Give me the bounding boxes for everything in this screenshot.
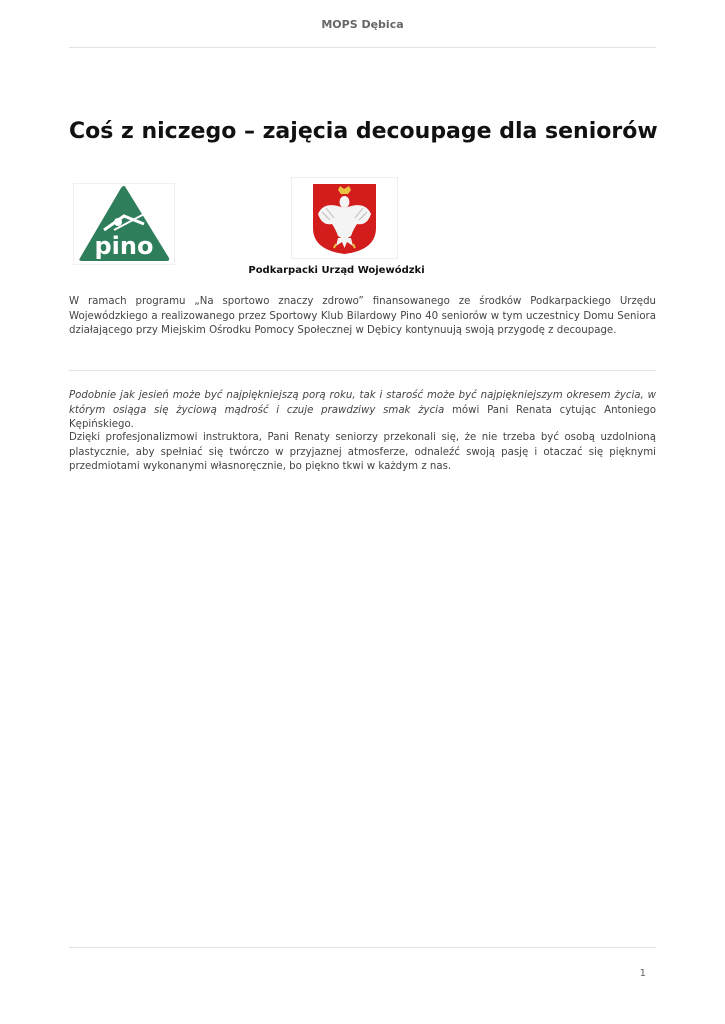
- quote-paragraph: [69, 389, 656, 433]
- polish-eagle-coat-of-arms-icon: [292, 178, 397, 258]
- pino-logo-icon: [74, 184, 174, 264]
- page-title: Coś z niczego – zajęcia decoupage dla seniorów: [69, 119, 658, 144]
- header-divider: [69, 47, 656, 48]
- footer-divider: [69, 947, 656, 948]
- site-header: MOPS Dębica: [321, 18, 404, 31]
- quote-attribution: mówi Pani Renata cytując Antoniego Kępińskiego.: [69, 404, 657, 430]
- logo-caption: Podkarpacki Urząd Wojewódzki: [248, 265, 425, 276]
- body-paragraph: Dzięki profesjonalizmowi instruktora, Pani Renaty seniorzy przekonali się, że nie trzeba być osobą uzdolnioną plastycznie, aby spełniać się twórczo w przyjaznej atmosferze, odnaleźć swoją pasję i otaczać się pięknymi przedmiotami wykonanymi własnoręcznie, bo piękno tkwi w każdym z nas.: [69, 432, 656, 472]
- pino-logo-text: pino: [94, 232, 154, 260]
- quote-text: Podobnie jak jesień może być najpiękniejszą porą roku, tak i starość może być najpiękniejszym okresem życia, w którym osiąga się życiową mądrość i czuje prawdziwy smak życia: [69, 390, 656, 416]
- pino-club-logo: [73, 183, 175, 265]
- page-number: 1: [639, 968, 646, 979]
- intro-paragraph: W ramach programu „Na sportowo znaczy zdrowo” finansowanego ze środków Podkarpackiego Urzędu Wojewódzkiego a realizowanego przez Sportowy Klub Bilardowy Pino 40 seniorów w tym uczestnicy Domu Seniora działającego przy Miejskim Ośrodku Pomocy Społecznej w Dębicy kontynuują swoją przygodę z decoupage.: [69, 296, 656, 336]
- content-divider: [69, 370, 656, 371]
- coat-of-arms-logo: [291, 177, 398, 259]
